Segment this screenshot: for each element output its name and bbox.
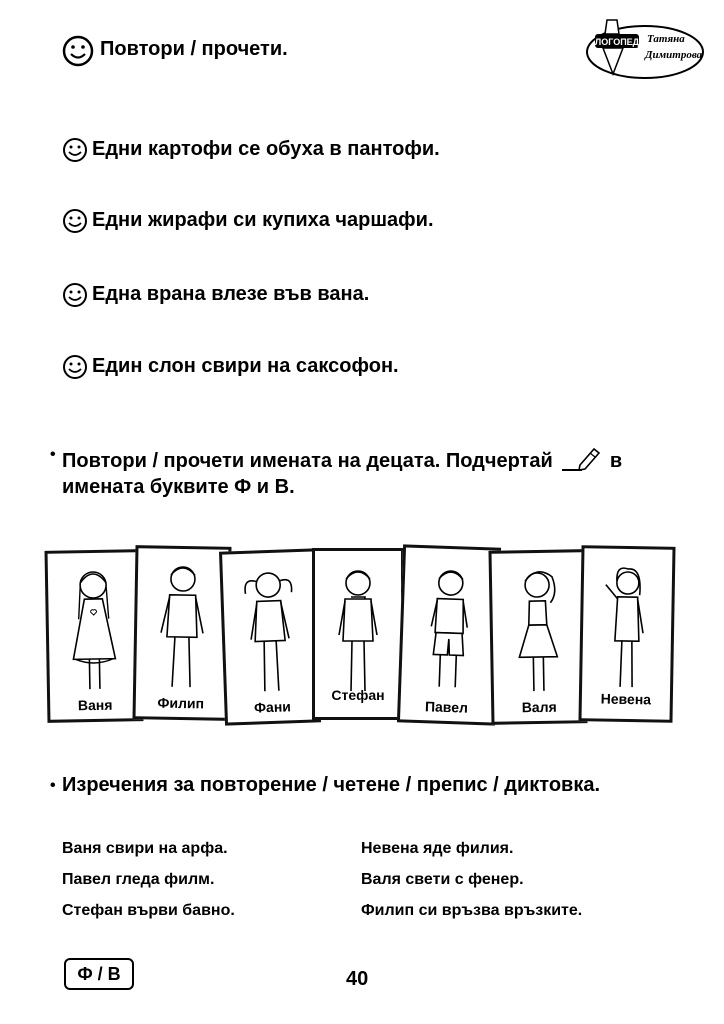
letters-badge: Ф / В xyxy=(64,958,134,990)
sentence-1: Едни картофи се обуха в пантофи. xyxy=(92,138,440,160)
child-card xyxy=(397,544,501,725)
child-name: Филип xyxy=(157,694,205,712)
logo-icon xyxy=(583,14,707,82)
children-cards xyxy=(0,540,724,740)
page-number: 40 xyxy=(346,968,369,990)
phrase-right-2: Валя свети с фенер. xyxy=(361,871,524,888)
logo-line2: Татяна xyxy=(647,33,685,45)
child-card xyxy=(488,549,587,725)
task1-text: Повтори / прочети имената на децата. Подчертай xyxy=(62,450,553,472)
boy-scarf-icon xyxy=(315,557,401,697)
phrase-right-1: Невена яде филия. xyxy=(361,840,514,857)
sentence-4: Един слон свири на саксофон. xyxy=(92,355,399,377)
child-card xyxy=(312,548,404,720)
logo-line1: ЛОГОПЕД xyxy=(594,37,640,47)
smiley-icon xyxy=(62,282,88,308)
boy-shorts-icon xyxy=(401,553,498,696)
phrase-left-3: Стефан върви бавно. xyxy=(62,902,235,919)
task1-line1 xyxy=(62,443,622,473)
logo-line3: Димитрова xyxy=(645,49,703,61)
smiley-icon xyxy=(62,208,88,234)
child-card xyxy=(132,545,231,721)
bullet-icon: • xyxy=(50,777,56,794)
phrase-left-2: Павел гледа филм. xyxy=(62,871,215,888)
boy-icon xyxy=(136,554,228,696)
phrase-left-1: Ваня свири на арфа. xyxy=(62,840,228,857)
child-name: Ваня xyxy=(77,696,113,714)
child-card xyxy=(219,548,321,725)
child-name: Валя xyxy=(521,698,557,716)
smiley-icon xyxy=(62,354,88,380)
child-card xyxy=(45,549,144,723)
child-name: Стефан xyxy=(331,687,385,703)
pencil-underline-icon xyxy=(560,443,602,473)
child-card xyxy=(578,545,675,723)
girl-dress-icon xyxy=(48,558,140,700)
child-name: Невена xyxy=(600,690,652,708)
girl-waving-icon xyxy=(582,554,672,696)
girl-pigtails-icon xyxy=(222,557,317,700)
child-name: Павел xyxy=(424,698,469,716)
smiley-icon xyxy=(62,137,88,163)
sentence-3: Една врана влезе във вана. xyxy=(92,283,370,305)
task2-text: Изречения за повторение / четене / препис / диктовка. xyxy=(62,774,601,796)
child-name: Фани xyxy=(253,698,292,716)
page-title: Повтори / прочети. xyxy=(100,38,288,60)
sentence-2: Едни жирафи си купиха чаршафи. xyxy=(92,209,434,231)
task1-text-end: в xyxy=(609,450,623,472)
phrase-right-3: Филип си връзва връзките. xyxy=(361,902,583,919)
bullet-icon: • xyxy=(50,446,56,463)
girl-skirt-icon xyxy=(492,558,584,700)
logo xyxy=(583,14,707,82)
task1-line2: имената буквите Ф и В. xyxy=(62,476,295,498)
smiley-icon xyxy=(62,35,94,67)
